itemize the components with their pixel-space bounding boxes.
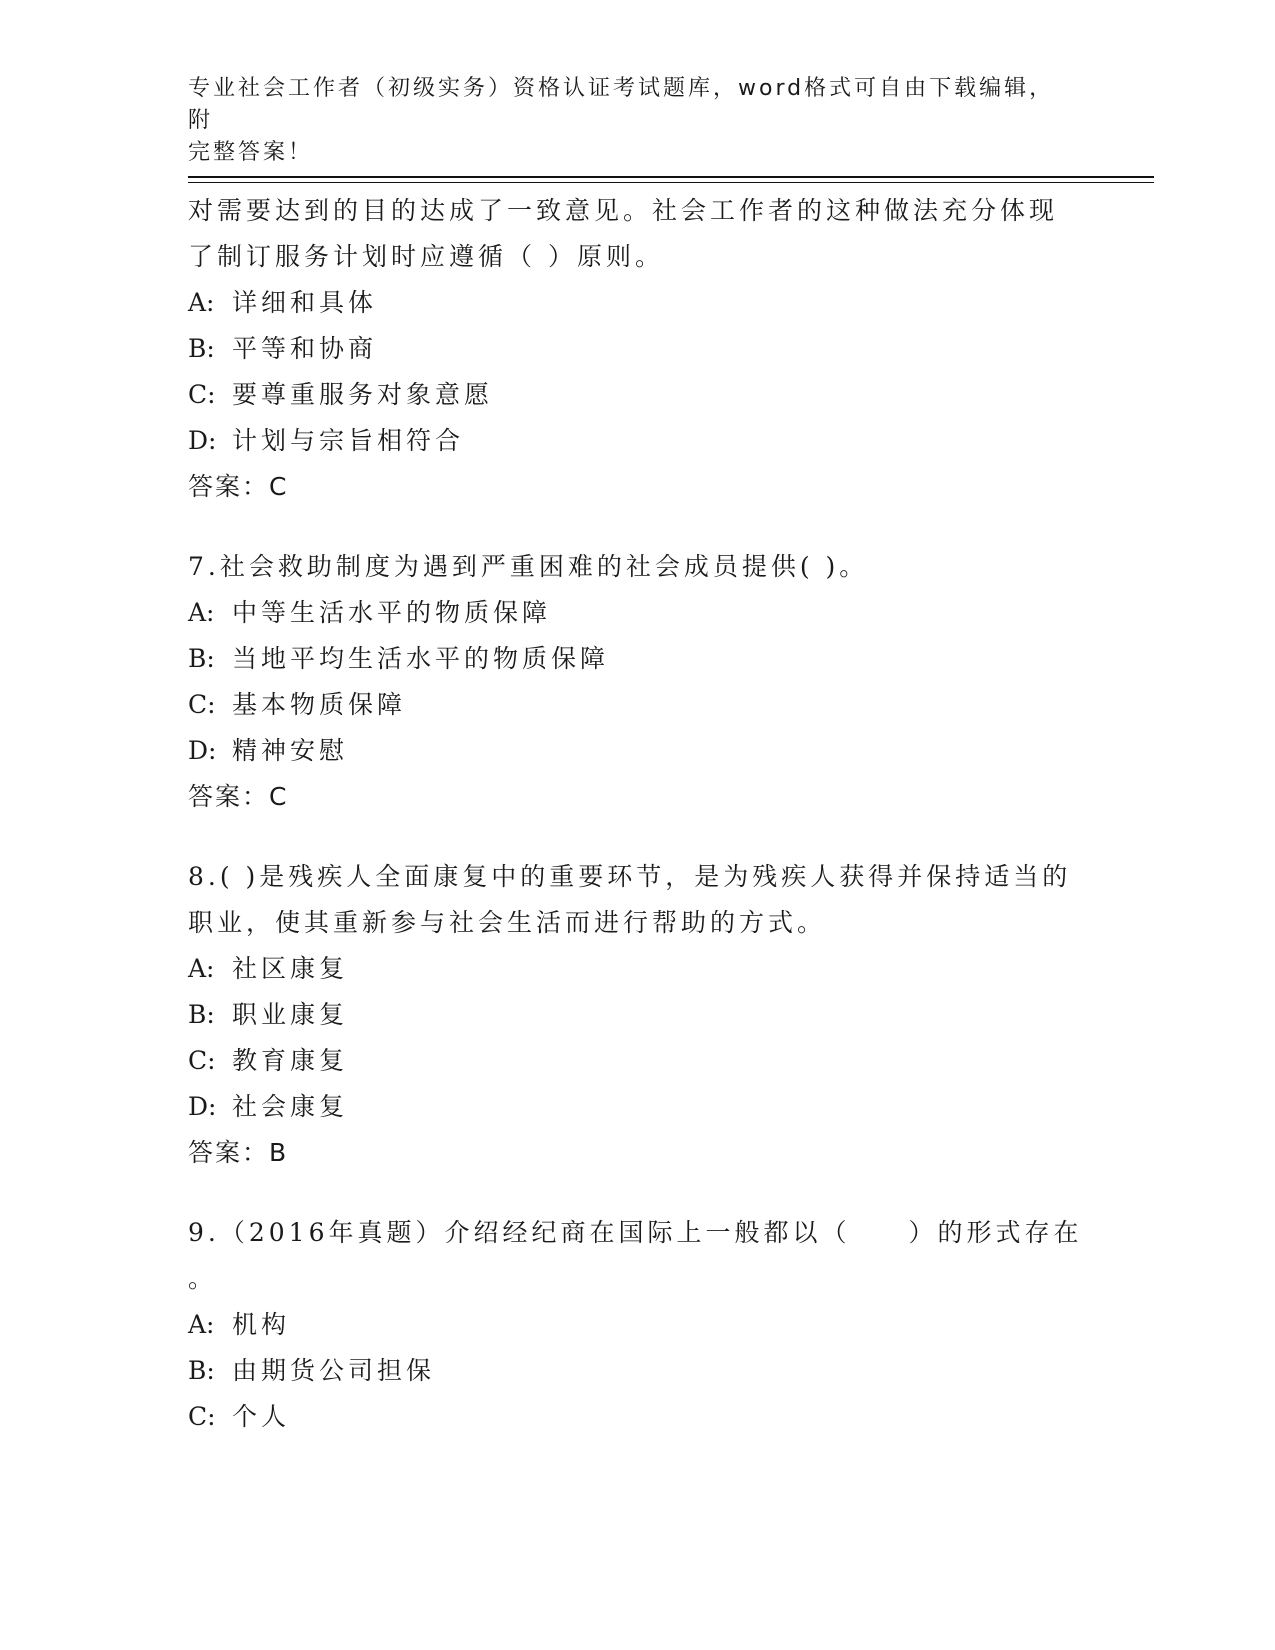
question-9 — [188, 1210, 1088, 1440]
option-text: 详细和具体 — [232, 288, 378, 317]
option-text: 职业康复 — [232, 1000, 349, 1029]
option-a — [188, 280, 1088, 326]
option-c — [188, 1394, 1088, 1440]
document-header — [188, 73, 1068, 169]
option-text: 当地平均生活水平的物质保障 — [232, 644, 610, 673]
question-text-line: 了制订服务计划时应遵循（ ）原则。 — [188, 242, 664, 271]
question-text-line: 9.（2016年真题）介绍经纪商在国际上一般都以（ ）的形式存在 — [188, 1218, 1083, 1247]
option-a — [188, 1302, 1088, 1348]
option-key: D: — [188, 1092, 217, 1121]
option-text: 个人 — [232, 1402, 291, 1431]
question-text-line: 8.( )是残疾人全面康复中的重要环节，是为残疾人获得并保持适当的 — [188, 862, 1072, 891]
header-line-1: 专业社会工作者（初级实务）资格认证考试题库，word格式可自由下载编辑，附 — [188, 76, 1055, 133]
answer: 答案：C — [188, 782, 289, 811]
option-text: 平等和协商 — [232, 334, 378, 363]
option-key: D: — [188, 736, 217, 765]
option-text: 机构 — [232, 1310, 291, 1339]
option-key: A: — [188, 1310, 215, 1339]
option-d — [188, 418, 1088, 464]
option-text: 要尊重服务对象意愿 — [232, 380, 494, 409]
option-text: 由期货公司担保 — [232, 1356, 436, 1385]
header-divider-thick — [188, 176, 1154, 178]
question-6 — [188, 188, 1088, 510]
option-key: C: — [188, 380, 216, 409]
option-key: A: — [188, 288, 215, 317]
header-line-2: 完整答案！ — [188, 140, 314, 165]
option-a — [188, 946, 1088, 992]
question-text-line: 7.社会救助制度为遇到严重困难的社会成员提供( )。 — [188, 552, 869, 581]
option-c — [188, 372, 1088, 418]
option-key: A: — [188, 954, 215, 983]
option-text: 社会康复 — [232, 1092, 349, 1121]
question-text-line: 对需要达到的目的达成了一致意见。社会工作者的这种做法充分体现 — [188, 196, 1059, 225]
option-b — [188, 1348, 1088, 1394]
option-key: C: — [188, 1046, 216, 1075]
option-key: B: — [188, 644, 215, 673]
option-d — [188, 728, 1088, 774]
answer: 答案：C — [188, 472, 289, 501]
option-text: 精神安慰 — [232, 736, 349, 765]
option-b — [188, 326, 1088, 372]
option-c — [188, 682, 1088, 728]
option-d — [188, 1084, 1088, 1130]
option-key: B: — [188, 334, 215, 363]
question-list — [188, 188, 1088, 1440]
question-8 — [188, 854, 1088, 1176]
option-b — [188, 636, 1088, 682]
option-key: C: — [188, 1402, 216, 1431]
option-key: C: — [188, 690, 216, 719]
question-text-line: 。 — [188, 1264, 218, 1293]
option-key: B: — [188, 1356, 215, 1385]
question-text-line: 职业，使其重新参与社会生活而进行帮助的方式。 — [188, 908, 827, 937]
option-text: 教育康复 — [232, 1046, 349, 1075]
header-divider-thin — [188, 182, 1154, 183]
option-b — [188, 992, 1088, 1038]
option-key: B: — [188, 1000, 215, 1029]
option-a — [188, 590, 1088, 636]
option-text: 中等生活水平的物质保障 — [232, 598, 552, 627]
option-text: 基本物质保障 — [232, 690, 407, 719]
option-key: D: — [188, 426, 217, 455]
option-c — [188, 1038, 1088, 1084]
answer: 答案：B — [188, 1138, 289, 1167]
question-7 — [188, 544, 1088, 820]
option-text: 计划与宗旨相符合 — [232, 426, 465, 455]
option-key: A: — [188, 598, 215, 627]
option-text: 社区康复 — [232, 954, 349, 983]
